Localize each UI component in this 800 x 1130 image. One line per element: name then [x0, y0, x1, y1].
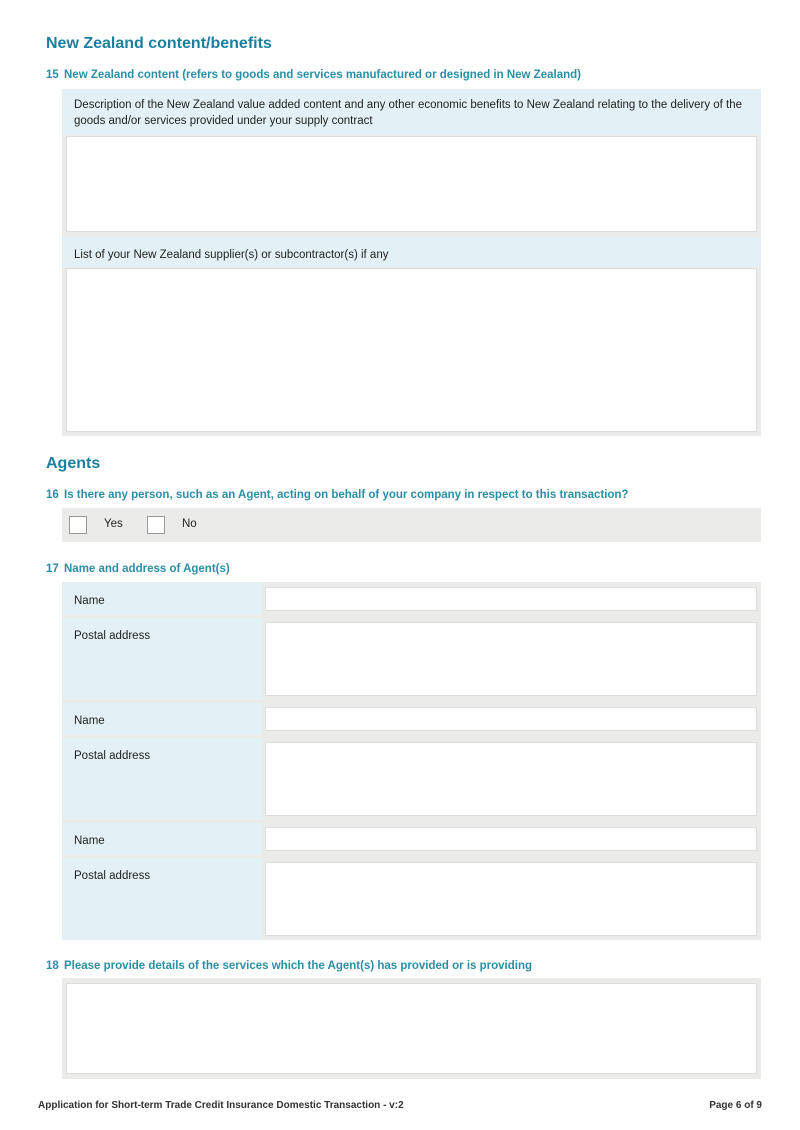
section-heading-nz: New Zealand content/benefits [46, 35, 272, 52]
no-checkbox[interactable] [147, 516, 165, 534]
yes-checkbox[interactable] [69, 516, 87, 534]
agent-yes-no-box [62, 508, 761, 542]
nz-description-input[interactable] [66, 136, 757, 232]
agent-2-name-label: Name [62, 703, 262, 735]
no-label: No [182, 518, 197, 530]
agent-services-input[interactable] [66, 983, 757, 1074]
section-heading-agents: Agents [46, 455, 101, 472]
footer-title: Application for Short-term Trade Credit Insurance Domestic Transaction - v:2 [38, 1100, 404, 1111]
question-number: 17 [46, 563, 59, 575]
agent-3-address-input[interactable] [265, 862, 757, 936]
question-17 [46, 563, 230, 575]
agent-1-name-input[interactable] [265, 587, 757, 611]
page-number: Page 6 of 9 [709, 1100, 762, 1111]
question-16 [46, 489, 628, 501]
question-text: New Zealand content (refers to goods and services manufactured or designed in New Zealand) [64, 69, 581, 81]
agent-3-name-label: Name [62, 823, 262, 855]
nz-description-label: Description of the New Zealand value added content and any other economic benefits to New Zealand relating to the delivery of the goods and/or services provided under your supply contract [62, 89, 761, 135]
agent-2-address-label: Postal address [62, 738, 262, 820]
question-text: Is there any person, such as an Agent, acting on behalf of your company in respect to this transaction? [64, 489, 629, 501]
question-number: 18 [46, 960, 59, 972]
agent-1-address-label: Postal address [62, 618, 262, 700]
agent-2-address-input[interactable] [265, 742, 757, 816]
question-number: 15 [46, 69, 59, 81]
question-text: Name and address of Agent(s) [64, 563, 230, 575]
nz-suppliers-label: List of your New Zealand supplier(s) or subcontractor(s) if any [62, 237, 761, 267]
nz-description-box [62, 89, 761, 236]
nz-suppliers-box [62, 236, 761, 436]
agent-2-name-input[interactable] [265, 707, 757, 731]
question-number: 16 [46, 489, 59, 501]
agent-3-address-label: Postal address [62, 858, 262, 940]
agents-table [62, 582, 761, 940]
question-18 [46, 960, 532, 972]
agent-1-name-label: Name [62, 583, 262, 615]
question-text: Please provide details of the services which the Agent(s) has provided or is providing [64, 960, 532, 972]
agent-services-box [62, 978, 761, 1079]
yes-label: Yes [104, 518, 123, 530]
agent-1-address-input[interactable] [265, 622, 757, 696]
nz-suppliers-input[interactable] [66, 268, 757, 432]
agent-3-name-input[interactable] [265, 827, 757, 851]
question-15 [46, 69, 581, 81]
